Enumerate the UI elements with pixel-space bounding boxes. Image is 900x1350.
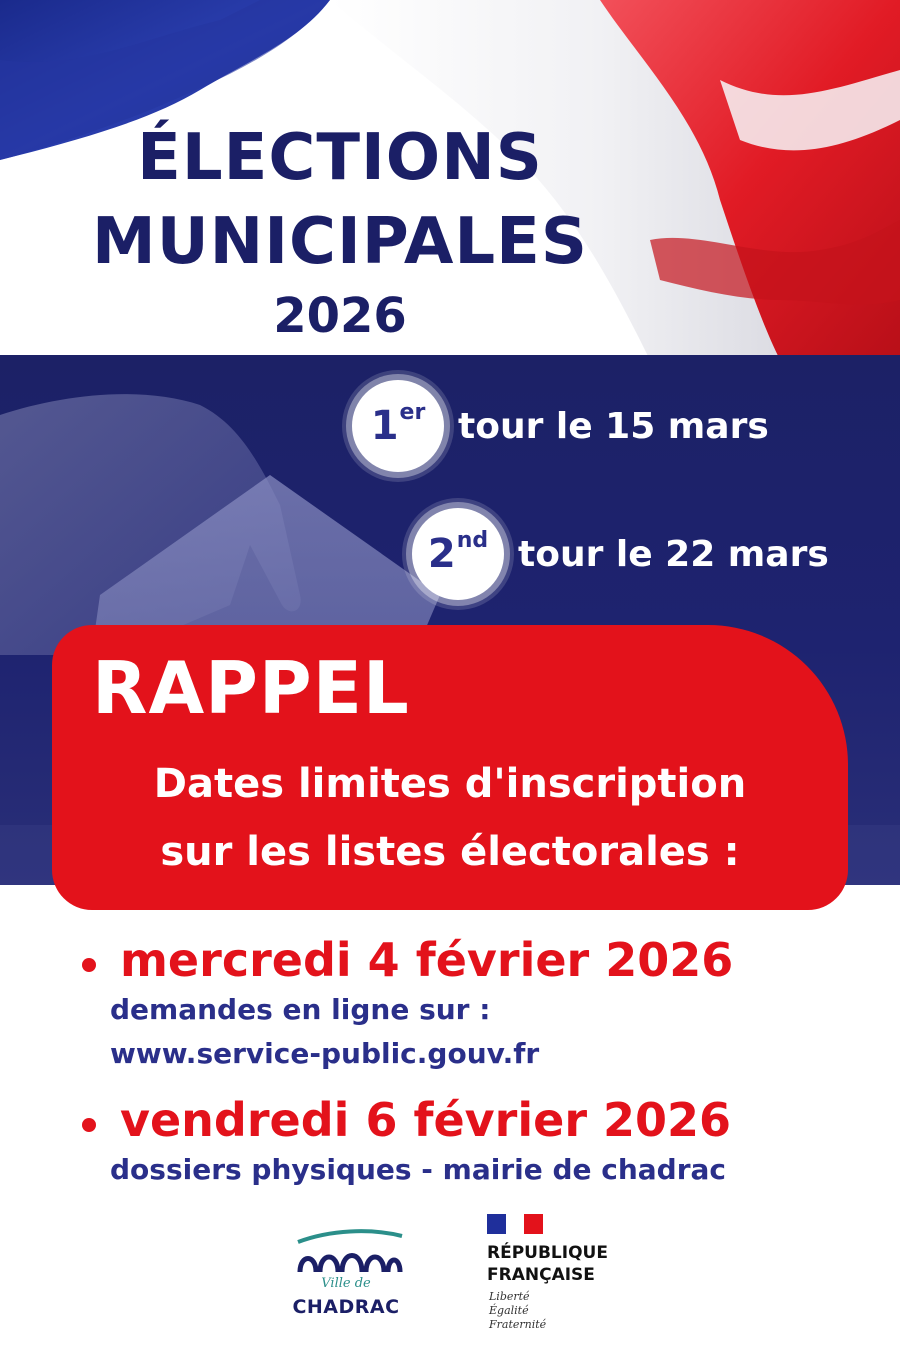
deadline-note-2: dossiers physiques - mairie de chadrac bbox=[110, 1153, 727, 1186]
first-round-text: tour le 15 mars bbox=[458, 405, 769, 447]
deadline-date-2: vendredi 6 février 2026 bbox=[120, 1093, 732, 1147]
title-year: 2026 bbox=[273, 288, 407, 344]
republique-francaise-logo bbox=[487, 1214, 657, 1334]
second-round bbox=[412, 508, 829, 600]
second-round-suffix: nd bbox=[456, 527, 489, 553]
bridge-arches-icon bbox=[290, 1224, 410, 1284]
title-line-1: ÉLECTIONS bbox=[137, 121, 543, 195]
bullet-icon bbox=[82, 1118, 96, 1132]
rf-motto-fraternite: Fraternité bbox=[489, 1318, 547, 1331]
second-round-number: 2 bbox=[427, 531, 456, 577]
chadrac-name: CHADRAC bbox=[292, 1296, 400, 1318]
service-public-link[interactable]: www.service-public.gouv.fr bbox=[110, 1037, 540, 1070]
rf-line-1: RÉPUBLIQUE bbox=[487, 1243, 608, 1263]
reminder-line-1: Dates limites d'inscription bbox=[153, 761, 747, 807]
second-round-text: tour le 22 mars bbox=[518, 533, 829, 575]
first-round-number: 1 bbox=[370, 403, 399, 449]
reminder-line-2: sur les listes électorales : bbox=[160, 829, 740, 875]
reminder-heading: RAPPEL bbox=[92, 646, 410, 730]
marianne-flag-icon bbox=[487, 1214, 543, 1234]
bullet-icon bbox=[82, 958, 96, 972]
second-round-badge bbox=[412, 508, 504, 600]
rf-motto-egalite: Égalité bbox=[489, 1304, 529, 1317]
deadline-date-1: mercredi 4 février 2026 bbox=[120, 933, 734, 987]
rf-line-2: FRANÇAISE bbox=[487, 1265, 595, 1285]
chadrac-logo bbox=[290, 1224, 410, 1334]
deadline-note-1: demandes en ligne sur : bbox=[110, 993, 491, 1026]
chadrac-ville-de: Ville de bbox=[321, 1276, 371, 1291]
first-round bbox=[352, 380, 769, 472]
rf-motto-liberte: Liberté bbox=[489, 1290, 530, 1303]
title-line-2: MUNICIPALES bbox=[92, 205, 588, 279]
first-round-badge bbox=[352, 380, 444, 472]
flag-banner bbox=[0, 0, 900, 360]
first-round-suffix: er bbox=[399, 399, 426, 425]
